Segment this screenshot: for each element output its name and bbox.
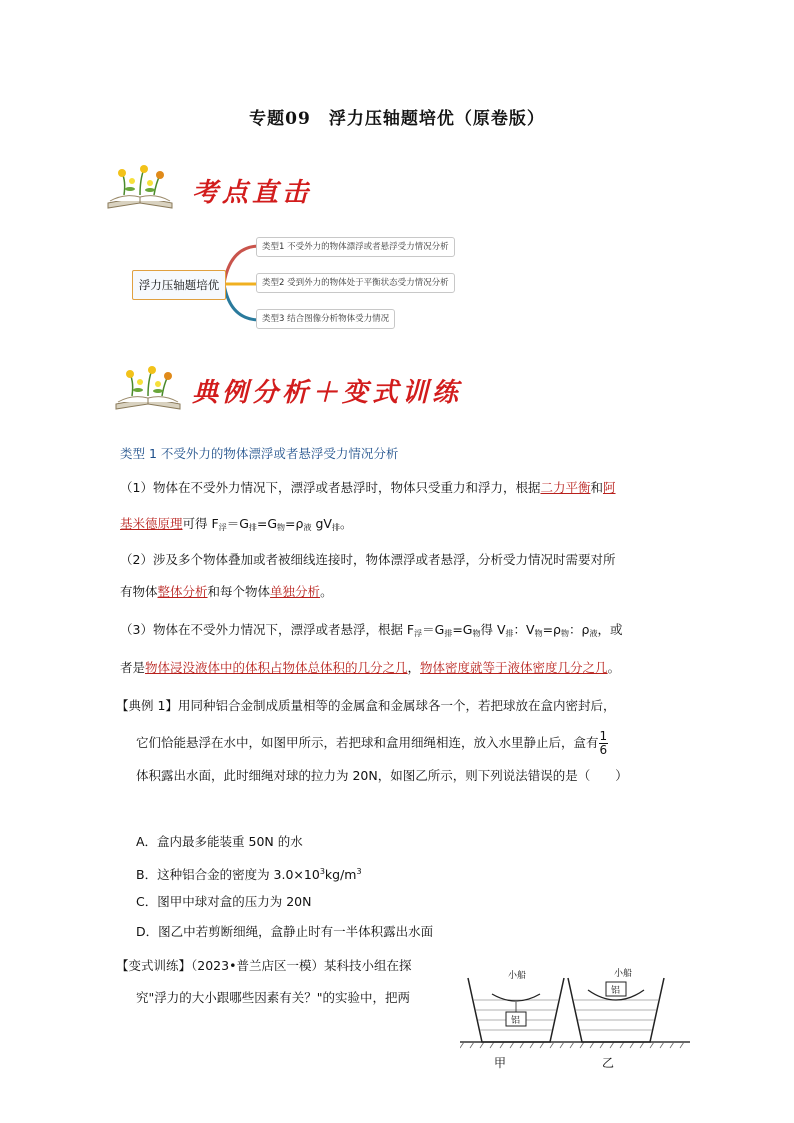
section-banner-2: 典例分析＋变式训练 (192, 378, 463, 408)
example-1-label: 【典例 1】 (116, 698, 178, 713)
option-c[interactable]: C．图甲中球对盒的压力为 20N (136, 894, 312, 909)
option-a[interactable]: A．盒内最多能装重 50N 的水 (136, 834, 303, 849)
ball-label-left: 铝 (511, 1016, 521, 1026)
ball-label-right: 铝 (611, 986, 621, 996)
link-erli-pingheng[interactable]: 二力平衡 (540, 480, 591, 495)
section-banner-1: 考点直击 (192, 178, 313, 208)
link-overall-analysis[interactable]: 整体分析 (157, 584, 208, 599)
book-flower-icon (104, 163, 176, 215)
experiment-figure (460, 964, 690, 1050)
mindmap-node-type2: 类型2 受到外力的物体处于平衡状态受力情况分析 (256, 273, 455, 293)
variant-label: 【变式训练】 (116, 958, 192, 973)
boat-label-left: 小船 (508, 971, 527, 981)
boat-label-right: 小船 (614, 969, 633, 979)
paragraph-3-line-1: （3）物体在不受外力情况下，漂浮或者悬浮，根据 $F_浮=G_排=G_物$得 $V_排$：$V_物=\rho_物$：$\rho_液$，或 (120, 622, 623, 638)
fraction-one-sixth: $\frac{1}{6}$ (599, 729, 608, 757)
paragraph-1-line-2: 基米德原理可得 $F_浮=G_排=G_物=\rho_液$ $gV_排$。 (120, 516, 353, 532)
paragraph-1-line-1: （1）物体在不受外力情况下，漂浮或者悬浮时，物体只受重力和浮力，根据二力平衡和阿 (120, 480, 616, 495)
example-1-line-1: 【典例 1】用同种铝合金制成质量相等的金属盒和金属球各一个，若把球放在盒内密封后， (116, 698, 616, 713)
option-b[interactable]: B．这种铝合金的密度为 $3.0\times 10^3kg/m^3$ (136, 867, 362, 882)
paragraph-2-line-2: 有物体整体分析和每个物体单独分析。 (120, 584, 333, 599)
paragraph-2-line-1: （2）涉及多个物体叠加或者被细线连接时，物体漂浮或者悬浮，分析受力情况时需要对所 (120, 552, 616, 567)
link-density-fraction[interactable]: 物体密度就等于液体密度几分之几 (420, 660, 608, 675)
variant-line-1: 【变式训练】（2023•普兰店区一模）某科技小组在探 (116, 958, 412, 973)
figure-caption-jia: 甲 (494, 1056, 507, 1070)
variant-line-2: 究"浮力的大小跟哪些因素有关？"的实验中，把两 (136, 990, 410, 1005)
option-d[interactable]: D．图乙中若剪断细绳，盒静止时有一半体积露出水面 (136, 924, 434, 939)
book-flower-icon (112, 364, 184, 416)
link-volume-fraction[interactable]: 物体浸没液体中的体积占物体总体积的几分之几 (145, 660, 408, 675)
link-archimedes-part2[interactable]: 基米德原理 (120, 516, 183, 531)
figure-caption-yi: 乙 (602, 1056, 615, 1070)
section-heading-type1: 类型 1 不受外力的物体漂浮或者悬浮受力情况分析 (120, 446, 399, 461)
example-1-line-2: 它们恰能悬浮在水中，如图甲所示，若把球和盒用细绳相连，放入水里静止后，盒有 $\frac{1}{6}$ (136, 729, 608, 757)
link-archimedes-part1[interactable]: 阿 (603, 480, 616, 495)
link-separate-analysis[interactable]: 单独分析 (270, 584, 321, 599)
mindmap-root: 浮力压轴题培优 (132, 270, 226, 300)
mindmap-node-type3: 类型3 结合图像分析物体受力情况 (256, 309, 395, 329)
page-title: 专题09 浮力压轴题培优（原卷版） (249, 109, 545, 129)
example-1-line-3: 体积露出水面，此时细绳对球的拉力为 20N，如图乙所示，则下列说法错误的是（ ） (136, 768, 628, 783)
paragraph-3-line-2: 者是物体浸没液体中的体积占物体总体积的几分之几，物体密度就等于液体密度几分之几。 (120, 660, 621, 675)
mindmap-node-type1: 类型1 不受外力的物体漂浮或者悬浮受力情况分析 (256, 237, 455, 257)
